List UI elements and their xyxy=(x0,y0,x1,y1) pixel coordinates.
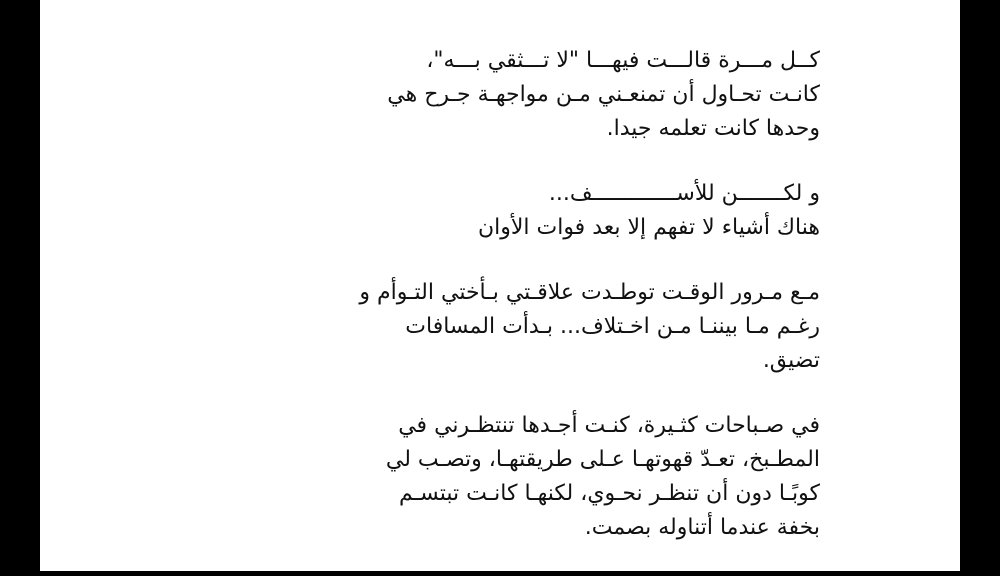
text-line: كــل مـــرة قالـــت فيهـــا "لا تـــثقي بـــه"، xyxy=(426,48,820,73)
paragraph-3 xyxy=(250,276,820,378)
text-line: وحدها كانت تعلمه جيدا. xyxy=(606,116,820,141)
text-line: هناك أشياء لا تفهم إلا بعد فوات الأوان xyxy=(477,215,820,240)
text-line: و لكـــــــن للأســـــــــــــف... xyxy=(548,181,820,206)
text-line: كانـت تحـاول أن تمنعـني مـن مواجهـة جـرح هي xyxy=(387,82,820,107)
story-text xyxy=(250,44,820,576)
text-line: تضيق. xyxy=(762,348,820,373)
paragraph-4 xyxy=(250,409,820,545)
document-page xyxy=(40,0,960,571)
paragraph-1 xyxy=(250,44,820,146)
text-line: بخفة عندما أتناوله بصمت. xyxy=(584,515,820,540)
text-line: مـع مـرور الوقـت توطـدت علاقـتي بـأختي التـوأم و xyxy=(359,280,820,305)
paragraph-2 xyxy=(250,177,820,245)
text-line: رغـم مـا بيننـا مـن اخـتلاف... بـدأت المسافات xyxy=(405,314,820,339)
text-line: كوبًـا دون أن تنظـر نحـوي، لكنهـا كانـت تبتسـم xyxy=(399,481,820,506)
text-line: المطـبخ، تعـدّ قهوتهـا عـلى طريقتهـا، وتصـب لي xyxy=(385,447,820,472)
text-line: في صـباحات كثـيرة، كنـت أجـدها تنتظـرني في xyxy=(398,413,820,438)
